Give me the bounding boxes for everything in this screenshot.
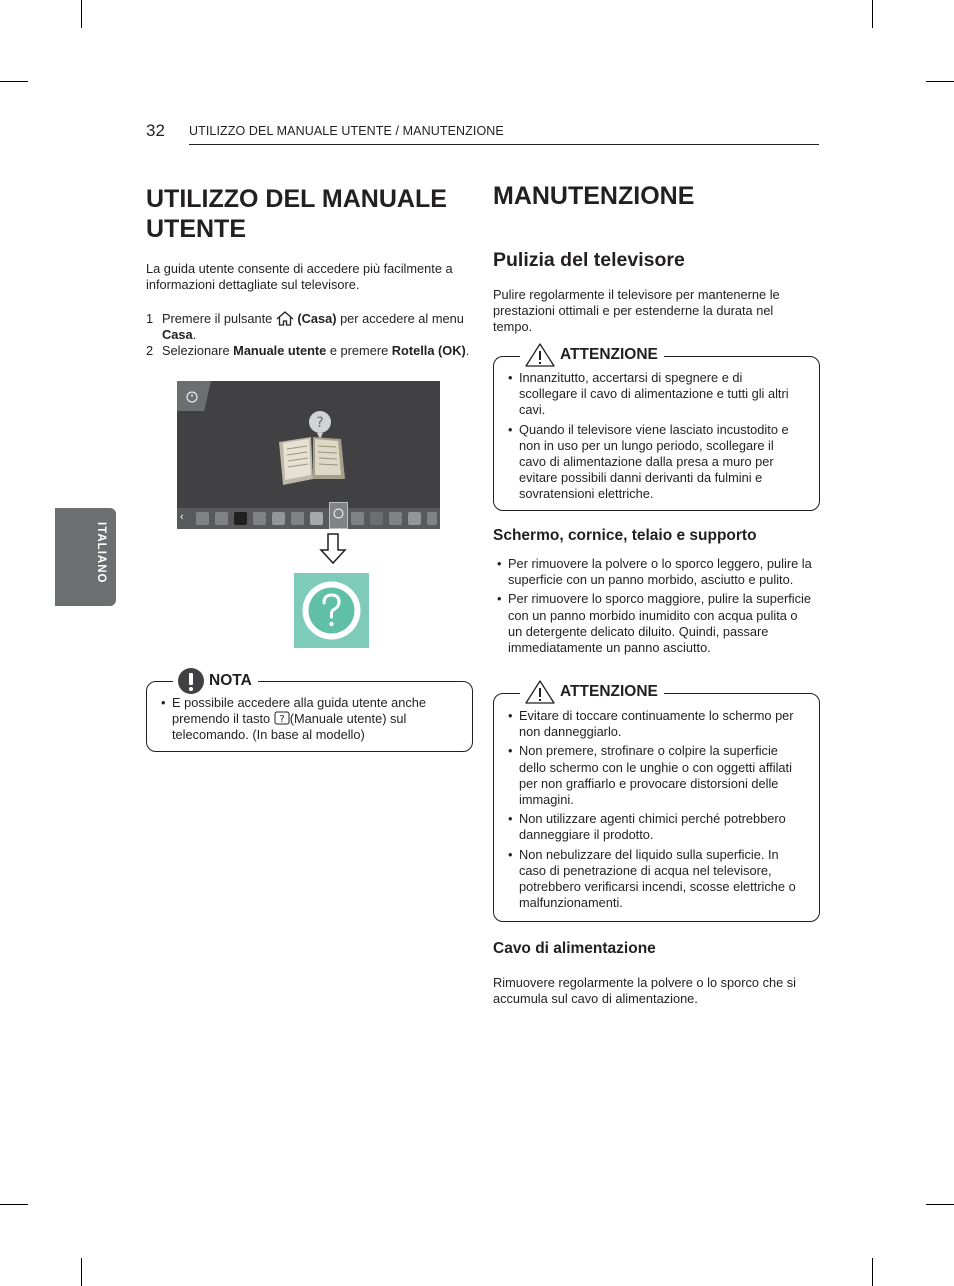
svg-text:?: ? (279, 714, 285, 726)
title-line-2: UTENTE (146, 215, 246, 243)
caution-title (520, 679, 664, 705)
app-icon (196, 512, 209, 525)
app-icon (370, 512, 383, 525)
app-icon (351, 512, 364, 525)
section-title-user-guide (146, 184, 476, 244)
crop-mark (0, 1204, 28, 1205)
step-bold: Manuale utente (233, 343, 327, 359)
caution-title-text: ATTENZIONE (560, 346, 658, 363)
help-key-icon (274, 711, 290, 725)
caution-box-2 (493, 683, 820, 922)
crop-mark (0, 81, 28, 82)
book-icon (275, 407, 355, 487)
power-cable-paragraph: Rimuovere regolarmente la polvere o lo sporco che si accumula sul cavo di alimentazione. (493, 975, 797, 1007)
note-title (173, 667, 258, 695)
heading-screen-frame: Schermo, cornice, telaio e supporto (493, 527, 757, 544)
tv-screen-illustration (177, 381, 440, 529)
crop-mark (872, 1258, 873, 1286)
step-number: 2 (146, 343, 154, 359)
app-icon (310, 512, 323, 525)
app-icon (389, 512, 402, 525)
step-text: e premere (329, 343, 389, 359)
steps-list (146, 311, 476, 360)
crop-mark (81, 1258, 82, 1286)
step-text: Premere il pulsante (162, 311, 273, 326)
caution-box-1 (493, 346, 820, 511)
step-text: per accedere al menu (340, 311, 464, 326)
app-icon (427, 512, 437, 525)
language-tab (55, 508, 116, 606)
caution-item: • Non nebulizzare del liquido sulla superficie. In caso di penetrazione di acqua nel televisore, potrebbero verificarsi incendi, scosse elettriche o malfunzionamenti. (504, 847, 801, 912)
clock-icon (186, 391, 198, 403)
caution-item: • Quando il televisore viene lasciato incustodito e non in uso per un lungo periodo, scollegare il cavo di alimentazione dalla presa a muro per evitare possibili danni derivanti da fulmini e sovratensioni elettriche. (504, 422, 801, 503)
running-title: UTILIZZO DEL MANUALE UTENTE / MANUTENZIONE (189, 124, 504, 138)
app-icon (272, 512, 285, 525)
app-icon (253, 512, 266, 525)
header-rule (189, 144, 819, 145)
info-icon (177, 667, 205, 695)
note-text: E possibile accedere alla guida utente anche premendo il tasto (172, 695, 426, 727)
step-item (146, 311, 476, 343)
title-line-1: UTILIZZO DEL MANUALE (146, 185, 447, 213)
selected-app-user-guide (329, 502, 348, 529)
caution-list (504, 708, 801, 914)
section-title-maintenance: MANUTENZIONE (493, 182, 695, 210)
launcher-bar (177, 508, 440, 529)
caution-item: • Innanzitutto, accertarsi di spegnere e di scollegare il cavo di alimentazione e tutti gli altri cavi. (504, 370, 801, 419)
step-item (146, 343, 476, 359)
home-icon (276, 311, 294, 326)
svg-text:?: ? (316, 415, 324, 431)
caution-item: • Non premere, strofinare o colpire la superficie dello schermo con le unghie o con oggetti affilati per non graffiarlo e provocare distorsioni delle immagini. (504, 743, 801, 808)
caution-title-text: ATTENZIONE (560, 683, 658, 700)
help-icon (333, 508, 344, 519)
step-bold: Rotella (OK) (391, 343, 466, 359)
chevron-left-icon: ‹ (180, 511, 184, 523)
caution-item: • Evitare di toccare continuamente lo schermo per non danneggiarlo. (504, 708, 801, 740)
page-number: 32 (146, 121, 165, 140)
arrow-down-icon (319, 533, 347, 565)
user-guide-app-icon (294, 573, 369, 648)
warning-icon (524, 342, 556, 368)
crop-mark (872, 0, 873, 28)
screen-cleaning-list (493, 556, 815, 659)
app-icon (215, 512, 228, 525)
note-list (157, 695, 462, 747)
crop-mark (81, 0, 82, 28)
help-icon (294, 573, 369, 648)
caution-list (504, 370, 801, 506)
note-box (146, 672, 473, 752)
caution-title (520, 342, 664, 368)
app-icon (408, 512, 421, 525)
app-icon (234, 512, 247, 525)
caution-item: • Non utilizzare agenti chimici perché potrebbero danneggiare il prodotto. (504, 811, 801, 843)
note-text: (Manuale utente) sul telecomando. (In base al modello) (172, 711, 407, 743)
note-item (157, 695, 462, 744)
language-tab-label: ITALIANO (95, 522, 107, 584)
step-text: Selezionare (162, 343, 230, 359)
list-item: • Per rimuovere lo sporco maggiore, pulire la superficie con un panno morbido inumidito con acqua pulita o un detergente delicato diluito. Quindi, passare immediatamente un panno asciutto. (493, 591, 815, 656)
intro-paragraph: La guida utente consente di accedere più facilmente a informazioni dettagliate sul televisore. (146, 261, 453, 293)
warning-icon (524, 679, 556, 705)
step-bold: Casa (162, 327, 193, 343)
heading-power-cable: Cavo di alimentazione (493, 940, 656, 957)
step-text: . (192, 327, 197, 343)
crop-mark (926, 81, 954, 82)
note-title-text: NOTA (209, 672, 252, 689)
step-bold: (Casa) (297, 311, 337, 326)
list-item: • Per rimuovere la polvere o lo sporco leggero, pulire la superficie con un panno morbido, asciutto e pulito. (493, 556, 815, 588)
step-number: 1 (146, 311, 154, 326)
cleaning-paragraph: Pulire regolarmente il televisore per mantenerne le prestazioni ottimali e per estenderne la durata nel tempo. (493, 287, 780, 335)
app-icon (291, 512, 304, 525)
heading-tv-cleaning: Pulizia del televisore (493, 249, 685, 271)
crop-mark (926, 1204, 954, 1205)
step-text: . (465, 343, 470, 359)
